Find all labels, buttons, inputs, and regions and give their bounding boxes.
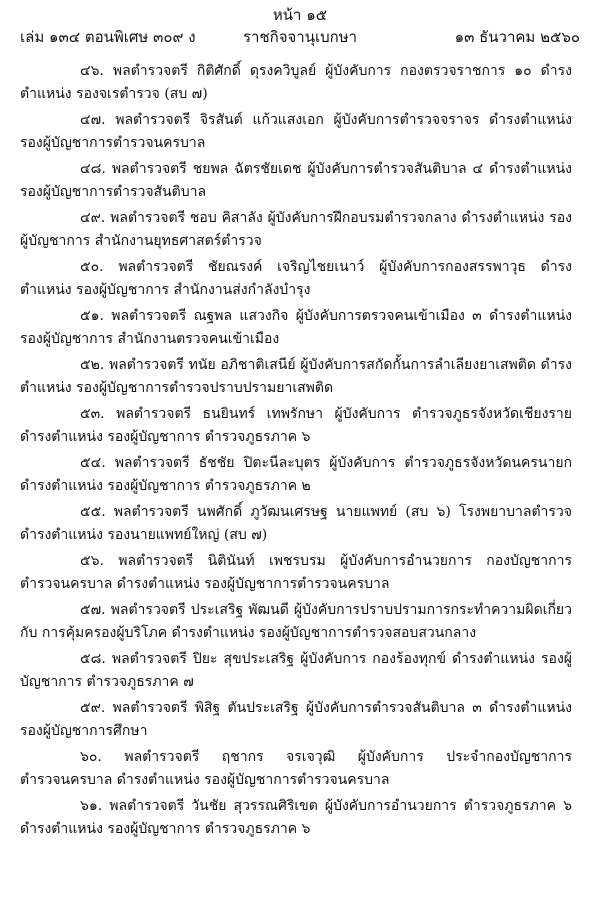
list-item: ๕๐. พลตำรวจตรี ชัยณรงค์ เจริญไชยเนาว์ ผู้บังคับการกองสรรพาวุธ ดำรงตำแหน่ง รองผู้บัญชาการ สำนักงานส่งกำลังบำรุง <box>20 259 572 298</box>
list-item: ๕๔. พลตำรวจตรี ธัชชัย ปิตะนีละบุตร ผู้บังคับการ ตำรวจภูธรจังหวัดนครนายก ดำรงตำแหน่ง รองผู้บัญชาการ ตำรวจภูธรภาค ๒ <box>20 455 572 494</box>
list-item: ๕๓. พลตำรวจตรี ธนยินทร์ เทพรักษา ผู้บังคับการ ตำรวจภูธรจังหวัดเชียงราย ดำรงตำแหน่ง รองผู้บัญชาการ ตำรวจภูธรภาค ๖ <box>20 406 572 445</box>
list-item: ๔๙. พลตำรวจตรี ชอบ คิสาลัง ผู้บังคับการฝึกอบรมตำรวจกลาง ดำรงตำแหน่ง รองผู้บัญชาการ สำนักงานยุทธศาสตร์ตำรวจ <box>20 210 572 249</box>
list-item: ๕๒. พลตำรวจตรี ทนัย อภิชาติเสนีย์ ผู้บังคับการสกัดกั้นการลำเลียงยาเสพติด ดำรงตำแหน่ง รองผู้บัญชาการตำรวจปราบปรามยาเสพติด <box>20 357 572 396</box>
page-number: หน้า ๑๕ <box>272 6 328 24</box>
list-item: ๕๕. พลตำรวจตรี นพศักดิ์ ภูวัฒนเศรษฐ นายแพทย์ (สบ ๖) โรงพยาบาลตำรวจ ดำรงตำแหน่ง รองนายแพทย์ใหญ่ (สบ ๗) <box>20 504 572 543</box>
list-item: ๕๗. พลตำรวจตรี ประเสริฐ พัฒนดี ผู้บังคับการปราบปรามการกระทำความผิดเกี่ยวกับ การคุ้มครองผู้บริโภค ดำรงตำแหน่ง รองผู้บัญชาการตำรวจสอบสวนกลาง <box>20 602 572 641</box>
publication-title: ราชกิจจานุเบกษา <box>242 28 358 46</box>
running-header <box>20 28 580 46</box>
list-item: ๔๖. พลตำรวจตรี กิติศักดิ์ ดุรงควิบูลย์ ผู้บังคับการ กองตรวจราชการ ๑๐ ดำรงตำแหน่ง รองจเรตำรวจ (สบ ๗) <box>20 63 572 102</box>
list-item: ๔๘. พลตำรวจตรี ชยพล ฉัตรชัยเดช ผู้บังคับการตำรวจสันติบาล ๔ ดำรงตำแหน่ง รองผู้บัญชาการตำรวจสันติบาล <box>20 161 572 200</box>
list-item: ๕๑. พลตำรวจตรี ณฐพล แสวงกิจ ผู้บังคับการตรวจคนเข้าเมือง ๓ ดำรงตำแหน่ง รองผู้บัญชาการ สำนักงานตรวจคนเข้าเมือง <box>20 308 572 347</box>
list-item: ๖๐. พลตำรวจตรี ฤชากร จรเจวุฒิ ผู้บังคับการ ประจำกองบัญชาการตำรวจนครบาล ดำรงตำแหน่ง รองผู้บัญชาการตำรวจนครบาล <box>20 749 572 788</box>
list-item: ๖๑. พลตำรวจตรี วันชัย สุวรรณศิริเขต ผู้บังคับการอำนวยการ ตำรวจภูธรภาค ๖ ดำรงตำแหน่ง รองผู้บัญชาการ ตำรวจภูธรภาค ๖ <box>20 798 572 837</box>
list-item: ๕๖. พลตำรวจตรี นิตินันท์ เพชรบรม ผู้บังคับการอำนวยการ กองบัญชาการตำรวจนครบาล ดำรงตำแหน่ง รองผู้บัญชาการตำรวจนครบาล <box>20 553 572 592</box>
list-item: ๔๗. พลตำรวจตรี จิรสันต์ แก้วแสงเอก ผู้บังคับการตำรวจจราจร ดำรงตำแหน่ง รองผู้บัญชาการตำรวจนครบาล <box>20 112 572 151</box>
issue-date: ๑๓ ธันวาคม ๒๕๖๐ <box>454 28 580 46</box>
volume-info: เล่ม ๑๓๔ ตอนพิเศษ ๓๐๙ ง <box>20 28 196 46</box>
list-item: ๕๘. พลตำรวจตรี ปิยะ สุขประเสริฐ ผู้บังคับการ กองร้องทุกข์ ดำรงตำแหน่ง รองผู้บัญชาการ ตำรวจภูธรภาค ๗ <box>20 651 572 690</box>
appointment-list <box>20 60 572 844</box>
list-item: ๕๙. พลตำรวจตรี พิสิฐ ตันประเสริฐ ผู้บังคับการตำรวจสันติบาล ๓ ดำรงตำแหน่ง รองผู้บัญชาการศึกษา <box>20 700 572 739</box>
